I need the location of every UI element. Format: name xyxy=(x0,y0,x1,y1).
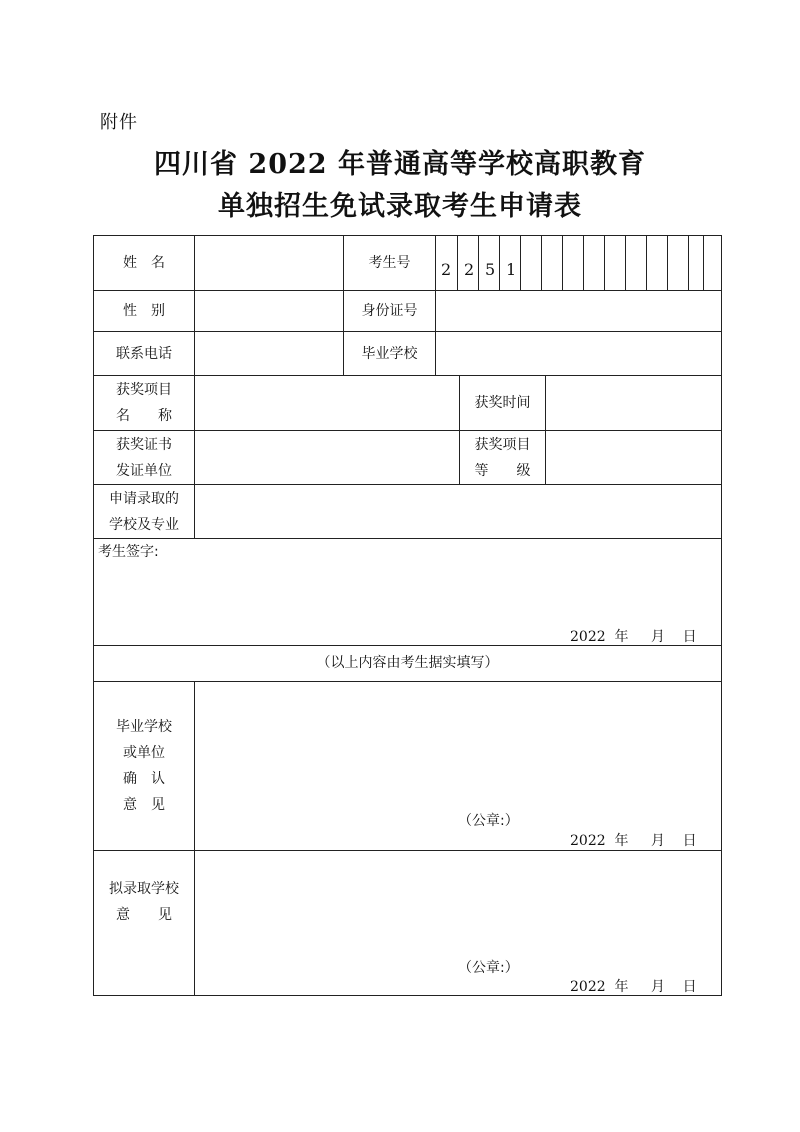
date-day-unit: 日 xyxy=(682,979,697,995)
exam-no-digit: 5 xyxy=(485,260,496,279)
date-year: 2022 xyxy=(570,629,606,645)
exam-no-label: 考生号 xyxy=(368,255,411,271)
date-year-unit: 年 xyxy=(614,629,629,645)
gender-label: 性 别 xyxy=(123,303,165,319)
cert-issuer-field[interactable] xyxy=(195,431,459,484)
school-confirm-label xyxy=(94,682,194,850)
award-time-field[interactable] xyxy=(546,376,721,430)
id-number-field[interactable] xyxy=(436,291,721,331)
school-confirm-line1: 毕业学校 xyxy=(116,719,172,735)
row-divider xyxy=(93,538,722,539)
apply-school-major-label xyxy=(94,485,194,538)
admit-opinion-line2: 意 见 xyxy=(116,906,172,923)
admit-opinion-field[interactable] xyxy=(195,851,721,951)
digit-box-divider xyxy=(499,235,500,290)
apply-label-line2: 学校及专业 xyxy=(109,516,179,533)
exam-no-digit: 2 xyxy=(441,260,452,279)
date-month-unit: 月 xyxy=(650,833,665,849)
gender-field[interactable] xyxy=(195,291,343,331)
digit-box-divider xyxy=(583,235,584,290)
award-name-label-line2: 名 称 xyxy=(116,408,172,424)
name-field[interactable] xyxy=(195,236,343,290)
digit-box-divider xyxy=(604,235,605,290)
school-confirm-field[interactable] xyxy=(195,682,721,802)
date-month-unit: 月 xyxy=(650,629,665,645)
award-time-label: 获奖时间 xyxy=(474,395,531,411)
admit-opinion-line1: 拟录取学校 xyxy=(109,880,179,897)
school-stamp-label: （公章:） xyxy=(458,813,519,829)
admit-opinion-label xyxy=(94,851,194,996)
admit-stamp-label: （公章:） xyxy=(458,960,519,976)
school-confirm-line3: 确 认 xyxy=(123,771,165,787)
candidate-signature-label: 考生签字: xyxy=(98,544,159,560)
annex-label: 附件 xyxy=(100,112,138,133)
cert-issuer-label-line2: 发证单位 xyxy=(116,462,172,479)
apply-school-major-field[interactable] xyxy=(195,485,721,538)
candidate-signature-field[interactable] xyxy=(94,560,721,620)
form-title-line1: 四川省 2022 年普通高等学校高职教育 xyxy=(154,149,646,180)
date-year: 2022 xyxy=(570,833,606,849)
date-year-unit: 年 xyxy=(614,979,629,995)
exam-no-digit: 1 xyxy=(506,260,517,279)
digit-box-divider xyxy=(646,235,647,290)
school-confirm-date xyxy=(570,830,697,850)
phone-label: 联系电话 xyxy=(116,345,172,362)
digit-box-divider xyxy=(688,235,689,290)
digit-box-divider xyxy=(562,235,563,290)
award-name-label-line1: 获奖项目 xyxy=(116,382,172,398)
graduation-school-field[interactable] xyxy=(436,332,721,375)
award-level-field[interactable] xyxy=(546,431,721,484)
school-confirm-line2: 或单位 xyxy=(123,745,165,761)
date-year-unit: 年 xyxy=(614,833,629,849)
award-level-label-line2: 等 级 xyxy=(474,462,531,479)
cert-issuer-label xyxy=(94,431,194,484)
digit-box-divider xyxy=(703,235,704,290)
digit-box-divider xyxy=(457,235,458,290)
id-number-label: 身份证号 xyxy=(361,303,418,319)
digit-box-divider xyxy=(541,235,542,290)
graduation-school-label: 毕业学校 xyxy=(361,345,418,362)
date-year: 2022 xyxy=(570,979,606,995)
date-day-unit: 日 xyxy=(682,833,697,849)
phone-field[interactable] xyxy=(195,332,343,375)
admit-opinion-date xyxy=(570,976,697,996)
form-title-line2: 单独招生免试录取考生申请表 xyxy=(218,191,582,222)
digit-box-divider xyxy=(520,235,521,290)
digit-box-divider xyxy=(478,235,479,290)
award-name-label xyxy=(94,376,194,430)
name-label: 姓 名 xyxy=(123,255,165,271)
school-confirm-line4: 意 见 xyxy=(123,797,165,813)
award-name-field[interactable] xyxy=(195,376,459,430)
fill-truthfully-note: （以上内容由考生据实填写） xyxy=(316,655,499,671)
digit-box-divider xyxy=(667,235,668,290)
award-level-label xyxy=(460,431,545,484)
cert-issuer-label-line1: 获奖证书 xyxy=(116,436,172,453)
date-day-unit: 日 xyxy=(682,629,697,645)
apply-label-line1: 申请录取的 xyxy=(109,490,179,507)
date-month-unit: 月 xyxy=(650,979,665,995)
exam-no-digit: 2 xyxy=(464,260,475,279)
digit-box-divider xyxy=(625,235,626,290)
signature-date xyxy=(570,626,697,646)
award-level-label-line1: 获奖项目 xyxy=(474,436,531,453)
